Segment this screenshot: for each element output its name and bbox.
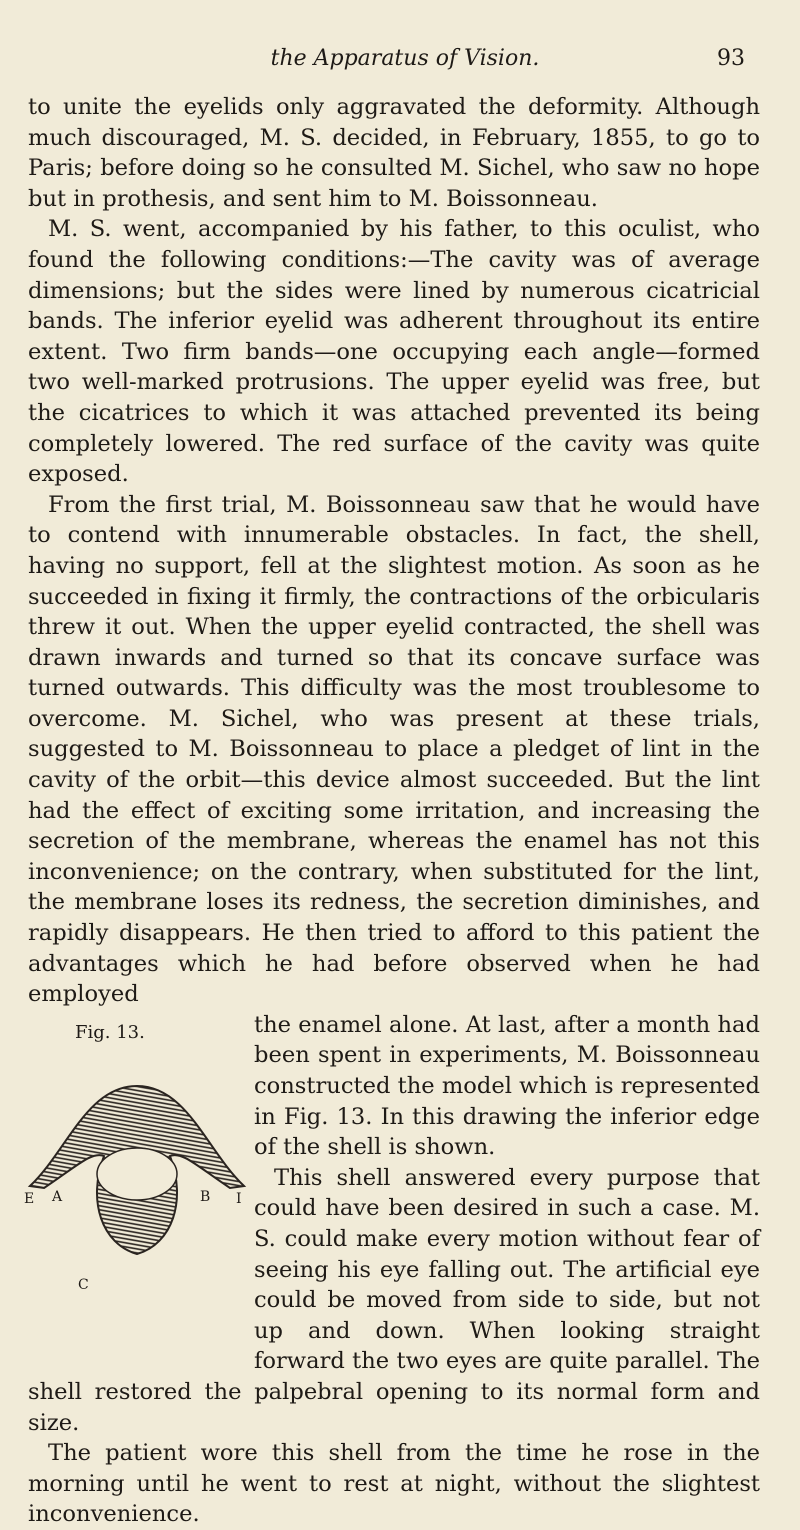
figure-label-c: C [78, 1276, 89, 1293]
paragraph: M. S. went, accompanied by his father, to this oculist, who found the following conditions:—The cavity was of average dimensions; but the sides were lined by numerous cicatricial bands. The inferior eyelid was adherent throughout its entire extent. Two firm bands—one occupying each angle—formed two well-marked protrusions. The upper eyelid was free, but the cicatrices to which it was attached prevented its being completely lowered. The red surface of the cavity was quite exposed. [28, 216, 760, 488]
figure-label-a: A [52, 1188, 63, 1205]
paragraph: to unite the eyelids only aggravated the deformity. Although much discouraged, M. S. decided, in February, 1855, to go to Paris; before doing so he consulted M. Sichel, who saw no hope but in prothesis, and sent him to M. Boissonneau. [28, 94, 760, 212]
figure-label-b: B [200, 1188, 211, 1205]
figure-13 [22, 1018, 248, 1354]
body-text [24, 92, 760, 1530]
figure-caption: Fig. 13. [75, 1021, 145, 1043]
page-number: 93 [717, 46, 745, 71]
paragraph: The patient wore this shell from the time he rose in the morning until he went to rest at night, without the slightest inconvenience. [28, 1440, 760, 1528]
paragraph: From the first trial, M. Boissonneau saw that he would have to contend with innumerable obstacles. In fact, the shell, having no support, fell at the slightest motion. As soon as he succeeded in fixing it firmly, the contractions of the orbicularis threw it out. When the upper eyelid contracted, the shell was drawn inwards and turned so that its concave surface was turned outwards. This difficulty was the most troublesome to overcome. M. Sichel, who was present at these trials, suggested to M. Boissonneau to place a pledget of lint in the cavity of the orbit—this device almost succeeded. But the lint had the effect of exciting some irritation, and increasing the secretion of the membrane, whereas the enamel has not this inconvenience; on the contrary, when substituted for the lint, the membrane loses its redness, the secretion diminishes, and rapidly disappears. He then tried to afford to this patient the advantages which he had before observed when he had employed [28, 491, 760, 1008]
running-title: the Apparatus of Vision. [270, 46, 540, 71]
eye-shell-drawing [22, 1056, 248, 1286]
paragraph: the enamel alone. At last, after a month had been spent in experiments, M. Boissonneau constructed the model which is represented in Fig. 13. In this drawing the inferior edge of the shell is shown. [254, 1011, 760, 1161]
figure-label-i: I [236, 1190, 242, 1207]
page-header [70, 46, 745, 82]
paragraph: This shell answered every purpose that could have been desired in such a case. M. S. could make every motion without fear of seeing his eye falling out. The artificial eye could be moved from side to side, but not up and down. When looking straight forward the two eyes are quite parallel. The shell restored the palpebral opening to its normal form and size. [28, 1164, 760, 1436]
figure-label-e: E [24, 1190, 35, 1207]
